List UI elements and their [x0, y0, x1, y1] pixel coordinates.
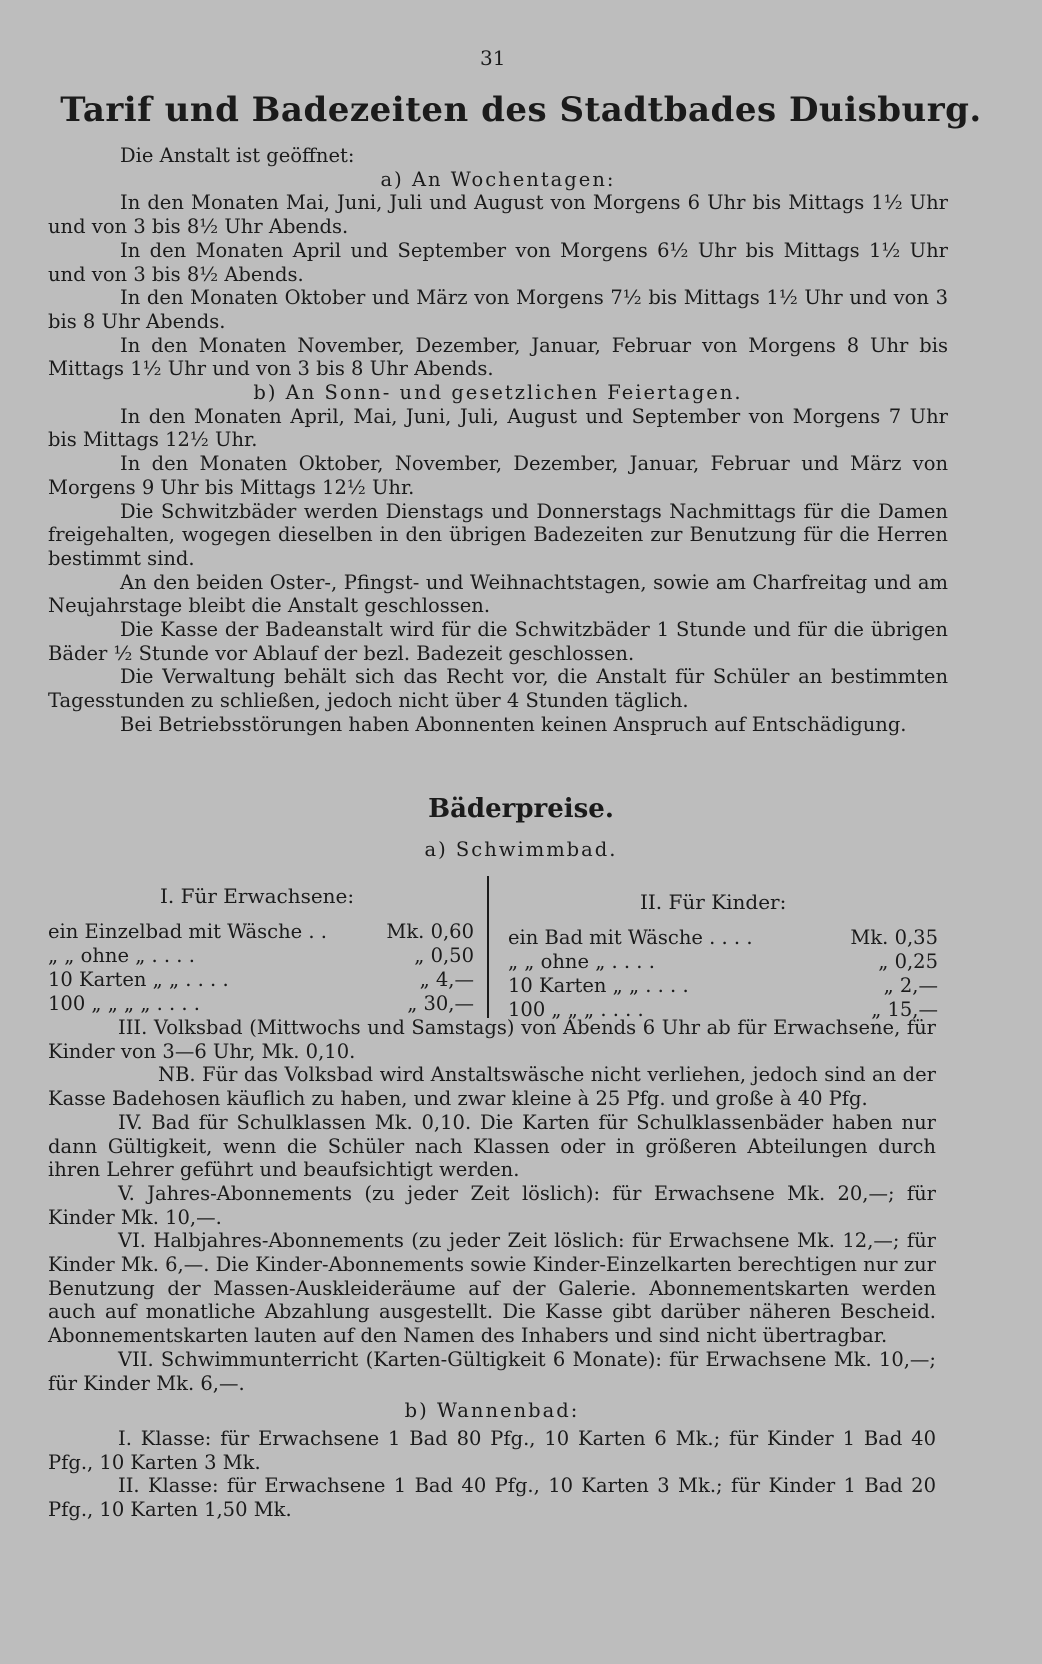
tub-class-paragraph: I. Klasse: für Erwachsene 1 Bad 80 Pfg., 10 Karten 6 Mk.; für Kinder 1 Bad 40 Pfg., 10 Karten 3 Mk. [48, 1426, 936, 1474]
adults-price-row: ein Einzelbad mit Wäsche . . Mk. 0,60 [48, 920, 474, 943]
adults-price-row: 10 Karten „ „ . . . . „ 4,— [48, 968, 474, 991]
weekday-paragraph: In den Monaten Oktober und März von Morgens 7½ bis Mittags 1½ Uhr und von 3 bis 8 Uhr Abends. [48, 286, 948, 333]
weekday-paragraph: In den Monaten November, Dezember, Januar, Februar von Morgens 8 Uhr bis Mittags 1½ Uhr und von 3 bis 8 Uhr Abends. [48, 333, 948, 381]
holiday-paragraph: In den Monaten Oktober, November, Dezember, Januar, Februar und März von Morgens 9 Uhr bis Mittags 12½ Uhr. [48, 452, 948, 499]
swim-heading: a) Schwimmbad. [424, 838, 618, 861]
children-price-row: „ „ ohne „ . . . . „ 0,25 [508, 950, 938, 973]
children-heading: II. Für Kinder: [640, 890, 787, 914]
rule-paragraph: Die Verwaltung behält sich das Recht vor, die Anstalt für Schüler an bestimmten Tagesstunden zu schließen, jedoch nicht über 4 Stunden täglich. [48, 665, 948, 713]
holiday-paragraph: In den Monaten April, Mai, Juni, Juli, August und September von Morgens 7 Uhr bis Mittags 12½ Uhr. [48, 404, 948, 452]
section-iii-paragraph: III. Volksbad (Mittwochs und Samstags) von Abends 6 Uhr ab für Erwachsene, für Kinder von 3—6 Uhr, Mk. 0,10. [48, 1016, 936, 1063]
adults-price-row: 100 „ „ „ „ . . . . „ 30,— [48, 992, 474, 1015]
section-vii-paragraph: VII. Schwimmunterricht (Karten-Gültigkeit 6 Monate): für Erwachsene Mk. 10,—; für Kinder Mk. 6,—. [48, 1347, 936, 1395]
tub-class-paragraph: II. Klasse: für Erwachsene 1 Bad 40 Pfg., 10 Karten 3 Mk.; für Kinder 1 Bad 20 Pfg., 10 Karten 1,50 Mk. [48, 1474, 936, 1522]
children-price-row: 100 „ „ „ . . . . „ 15,— [508, 998, 938, 1021]
page-title: Tarif und Badezeiten des Stadtbades Duisburg. [60, 90, 982, 130]
column-divider [487, 876, 489, 1018]
children-price-row: 10 Karten „ „ . . . . „ 2,— [508, 974, 938, 997]
prices-heading: Bäderpreise. [428, 794, 614, 824]
section-iv-paragraph: IV. Bad für Schulklassen Mk. 0,10. Die Karten für Schulklassenbäder haben nur dann Gültigkeit, wenn die Schüler nach Klassen oder in größeren Abteilungen durch ihren Lehrer geführt und beaufsichtigt werden. [48, 1110, 936, 1182]
children-price-row: ein Bad mit Wäsche . . . . Mk. 0,35 [508, 926, 938, 949]
section-vi-paragraph: VI. Halbjahres-Abonnements (zu jeder Zeit löslich: für Erwachsene Mk. 12,—; für Kinder Mk. 6,—. Die Kinder-Abonnements sowie Kinder-Einzelkarten berechtigen nur zur Benutzung der Massen-Auskleideräume auf der Galerie. Abonnementskarten werden auch auf monatliche Abzahlung ausgestellt. Die Kasse gibt darüber näheren Bescheid. Abonnementskarten lauten auf den Namen des Inhabers und sind nicht übertragbar. [48, 1229, 936, 1348]
weekday-paragraph: In den Monaten Mai, Juni, Juli und August von Morgens 6 Uhr bis Mittags 1½ Uhr und von 3 bis 8½ Uhr Abends. [48, 191, 948, 239]
adults-price-row: „ „ ohne „ . . . . „ 0,50 [48, 944, 474, 967]
tariff-details-section [48, 1016, 936, 1522]
rule-paragraph: Bei Betriebsstörungen haben Abonnenten keinen Anspruch auf Entschädigung. [120, 712, 907, 736]
intro-text: Die Anstalt ist geöffnet: [120, 144, 355, 167]
adults-heading: I. Für Erwachsene: [160, 884, 355, 908]
rule-paragraph: Die Kasse der Badeanstalt wird für die Schwitzbäder 1 Stunde und für die übrigen Bäder ½ Stunde vor Ablauf der bezl. Badezeit geschlossen. [48, 618, 948, 665]
holidays-heading: b) An Sonn- und gesetzlichen Feiertagen. [253, 381, 743, 405]
page-number: 31 [480, 46, 506, 70]
section-v-paragraph: V. Jahres-Abonnements (zu jeder Zeit löslich): für Erwachsene Mk. 20,—; für Kinder Mk. 10,—. [48, 1181, 936, 1229]
tub-heading: b) Wannenbad: [404, 1399, 580, 1423]
note-paragraph: NB. Für das Volksbad wird Anstaltswäsche nicht verliehen, jedoch sind an der Kasse Badehosen käuflich zu haben, und zwar kleine à 25 Pfg. und große à 40 Pfg. [48, 1063, 936, 1111]
opening-hours-section [48, 144, 948, 737]
rule-paragraph: An den beiden Oster-, Pfingst- und Weihnachtstagen, sowie am Charfreitag und am Neujahrstage bleibt die Anstalt geschlossen. [48, 570, 948, 618]
weekdays-heading: a) An Wochentagen: [380, 167, 616, 191]
weekday-paragraph: In den Monaten April und September von Morgens 6½ Uhr bis Mittags 1½ Uhr und von 3 bis 8½ Abends. [48, 238, 948, 286]
rule-paragraph: Die Schwitzbäder werden Dienstags und Donnerstags Nachmittags für die Damen freigehalten, wogegen dieselben in den übrigen Badezeiten zur Benutzung für die Herren bestimmt sind. [48, 499, 948, 570]
